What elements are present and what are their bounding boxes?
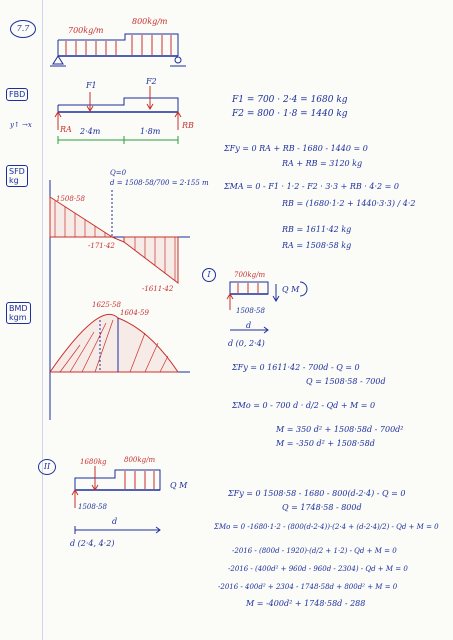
sec2-f1: 1680kg	[80, 458, 107, 466]
eq-f2: F2 = 800 · 1·8 = 1440 kg	[232, 109, 348, 119]
sfd-end-value: -1611·42	[142, 285, 174, 293]
eq-f1: F1 = 700 · 2·4 = 1680 kg	[232, 95, 348, 105]
sec1-load: 700kg/m	[234, 271, 266, 279]
axes-label: y↑ →x	[10, 121, 32, 129]
problem-number: 7.7	[10, 20, 36, 38]
sec2-eq-4: -2016 - (800d - 1920)·(d/2 + 1·2) - Qd + M = 0	[232, 547, 397, 555]
section-2-marker: II	[38, 459, 56, 475]
sec2-ra: 1508·58	[78, 503, 107, 511]
sec1-ra: 1508·58	[236, 307, 265, 315]
sfd-zero-condition: Q=0	[110, 169, 127, 177]
sec1-eq-5: M = -350 d² + 1508·58d	[276, 439, 375, 448]
fbd-label: FBD	[6, 88, 28, 101]
section-1-marker: I	[202, 268, 216, 282]
bmd-label: BMD kgm	[6, 302, 31, 324]
sec1-qm: Q M	[282, 285, 300, 294]
bmd-b-value: 1604·59	[120, 309, 149, 317]
sec2-eq-1: ΣFy = 0 1508·58 - 1680 - 800(d-2·4) - Q = 0	[228, 489, 406, 498]
ra-label: RA	[60, 125, 72, 134]
sec2-qm: Q M	[170, 481, 188, 490]
eq-sum-fy: ΣFy = 0 RA + RB - 1680 - 1440 = 0	[224, 144, 368, 153]
sec2-eq-2: Q = 1748·58 - 800d	[282, 503, 362, 512]
eq-rb-value: RB = 1611·42 kg	[282, 225, 352, 234]
sfd-mid-value: -171·42	[88, 242, 115, 250]
load-w2-label: 800kg/m	[132, 17, 168, 26]
sec1-eq-2: Q = 1508·58 - 700d	[306, 377, 386, 386]
fbd-diagram	[55, 86, 181, 144]
length-1-label: 2·4m	[80, 127, 101, 136]
sec2-range: d (2·4, 4·2)	[70, 539, 115, 548]
sec1-eq-1: ΣFy = 0 1611·42 - 700d - Q = 0	[232, 363, 360, 372]
eq-sum-ma: ΣMA = 0 - F1 · 1·2 - F2 · 3·3 + RB · 4·2 = 0	[224, 182, 399, 191]
sec2-d: d	[112, 517, 118, 526]
sec1-eq-4: M = 350 d² + 1508·58d - 700d²	[276, 425, 404, 434]
eq-ra-rb: RA + RB = 3120 kg	[282, 159, 363, 168]
sec2-load: 800kg/m	[124, 456, 156, 464]
sfd-d-equation: d = 1508·58/700 = 2·155 m	[110, 179, 209, 187]
top-beam-diagram	[50, 34, 186, 66]
sec2-eq-7: M = -400d² + 1748·58d - 288	[246, 599, 366, 608]
length-2-label: 1·8m	[140, 127, 161, 136]
sfd-label: SFD kg	[6, 165, 28, 187]
sec2-eq-5: -2016 - (400d² + 960d - 960d - 2304) - Qd + M = 0	[228, 565, 408, 573]
f1-label: F1	[86, 81, 97, 90]
sec1-eq-3: ΣMo = 0 - 700 d · d/2 - Qd + M = 0	[232, 401, 376, 410]
bmd-max-value: 1625·58	[92, 301, 121, 309]
sec1-d: d	[246, 321, 252, 330]
bmd-diagram	[50, 300, 190, 420]
sec2-eq-3: ΣMo = 0 -1680·1·2 - (800(d-2·4))·(2·4 + (d-2·4)/2) - Qd + M = 0	[214, 523, 439, 531]
f2-label: F2	[146, 77, 157, 86]
eq-ra-value: RA = 1508·58 kg	[282, 241, 352, 250]
eq-rb-formula: RB = (1680·1·2 + 1440·3·3) / 4·2	[282, 199, 416, 208]
sfd-top-value: 1508·58	[56, 195, 85, 203]
sec2-eq-6: -2016 - 400d² + 2304 - 1748·58d + 800d² + M = 0	[218, 583, 398, 591]
rb-label: RB	[182, 121, 194, 130]
load-w1-label: 700kg/m	[68, 26, 104, 35]
sec1-range: d (0, 2·4)	[228, 339, 265, 348]
